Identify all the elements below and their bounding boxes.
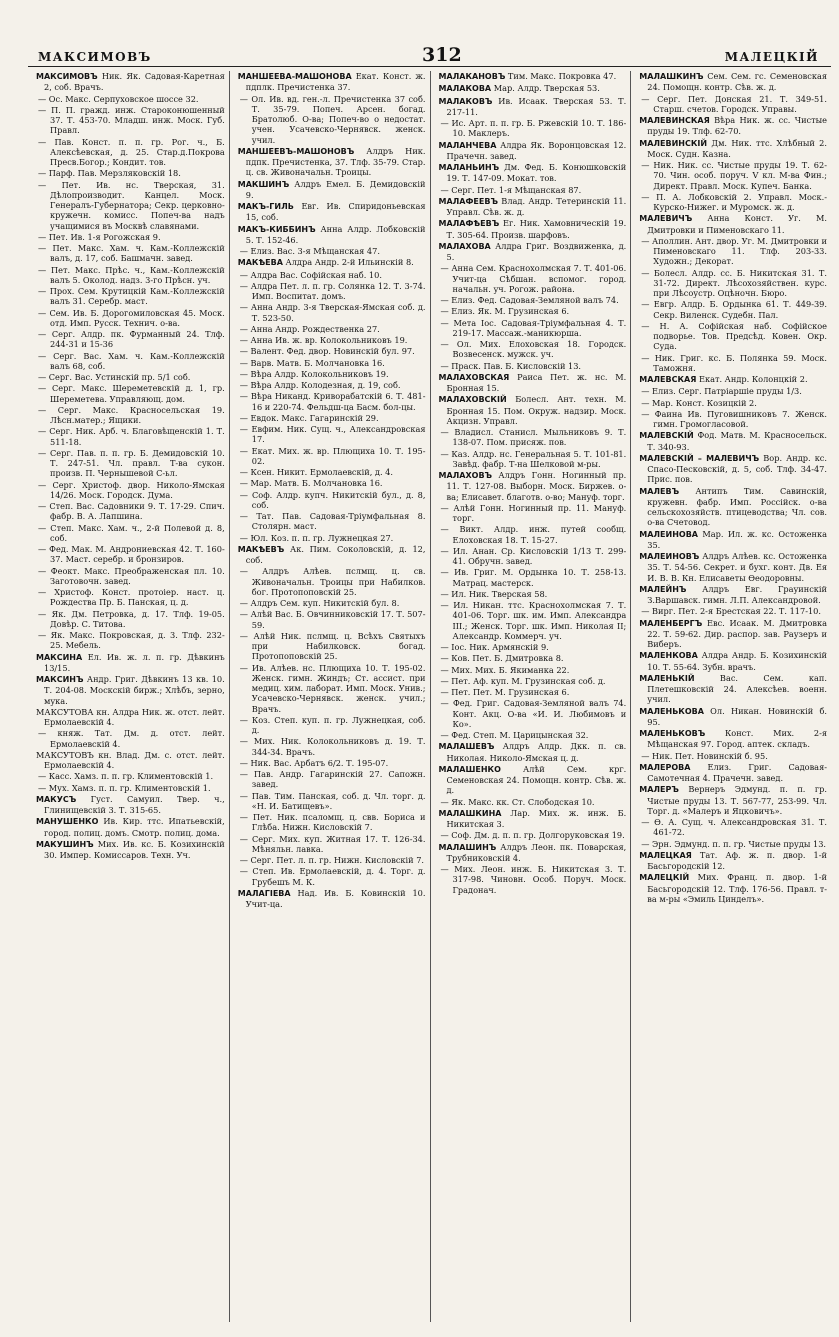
directory-entry: — Болесл. Алдр. сс. Б. Никитская 31. Т. 31-72. Директ. Лѣсохозяйствен. курс. при Лѣсоустр. Оцѣночн. Бюро.	[641, 267, 827, 298]
entry-surname: МАЛАШКИНА	[438, 808, 502, 818]
directory-entry: МАЛАГІЕВА Над. Ив. Б. Ковинскій 10. Учит-ца.	[237, 887, 426, 909]
directory-entry: — Алѣй Гонн. Ногинный пр. 11. Мануф. торг.	[440, 502, 627, 523]
page-header	[28, 0, 831, 67]
directory-entry: — Соф. Алдр. купч. Никитскій бул., д. 8, соб.	[239, 489, 426, 510]
entry-surname: МАЛЕНКОВА	[639, 651, 698, 661]
directory-entry: — Ол. Мих. Елоховская 18. Городск. Возвесенск. мужск. уч.	[440, 339, 627, 360]
entry-surname: МАЛЕНЬКОВА	[639, 706, 704, 716]
entry-surname: МАКЪ-КИББИНЪ	[237, 224, 316, 234]
directory-entry: МАЛЕВИЧЪ Анна Конст. Уг. М. Дмитровки и Пименовскаго 11.	[639, 213, 827, 235]
directory-entry: МАЛАХОВСКАЯ Раиса Пет. ж. нс. М. Бронная 15.	[438, 371, 627, 393]
directory-entry: — Пет. Макс. Хам. ч. Кам.-Коллежскій валъ, д. 17, соб. Башмачн. завед.	[38, 243, 225, 264]
directory-entry: — Анна Сем. Краснохолмская 7. Т. 401-06. Учит-ца Сѣбшан. вспомог. город. начальн. уч. Рогож. района.	[440, 263, 627, 294]
entry-surname: МАЛЕНЬКОВЪ	[639, 729, 706, 738]
directory-entry: — Ник. Ник. сс. Чистые пруды 19. Т. 62-70. Чин. особ. поруч. V кл. М-ва Фин.; Директ. Правл. Моск. Купеч. Банка.	[641, 160, 827, 191]
header-right-catchword: МАЛЕЦКІЙ	[724, 50, 819, 64]
directory-entry: МАНШЕЕВА-МАШОНОВА Екат. Конст. ж. пдплк. Пречистенка 37.	[237, 71, 426, 93]
directory-entry: — Мух. Хамз. п. п. гр. Климентовскій 1.	[38, 782, 211, 793]
entry-surname: МАЛЕВИНСКІЙ	[639, 138, 708, 148]
entry-surname: МАЛАШИНЪ	[438, 842, 497, 852]
directory-entry: — Коз. Степ. куп. п. гр. Лужнецкая, соб. д.	[239, 714, 426, 735]
directory-entry: — Елиз. Як. М. Грузинская 6.	[440, 306, 570, 317]
entry-surname: МАЛАШКИНЪ	[639, 72, 704, 81]
directory-entry: — Мета Іос. Садовая-Тріумфальная 4. Т. 219-17. Массаж.-маникюрша.	[440, 317, 627, 338]
entry-surname: МАКУСЪ	[36, 794, 77, 804]
directory-entry: — Екат. Мих. ж. вр. Плющиха 10. Т. 195-02.	[239, 445, 426, 466]
directory-entry: — Евдок. Макс. Гагаринскій 29.	[239, 412, 379, 423]
directory-entry: — Серг. Христоф. двор. Николо-Ямская 14/26. Моск. Городск. Дума.	[38, 479, 225, 500]
directory-entry: — Алѣй Вас. Б. Овчинниковскій 17. Т. 507-59.	[239, 609, 426, 630]
entry-surname: МАКѢЕВЪ	[237, 544, 285, 554]
directory-entry: — Фаина Ив. Пуговишниковъ 7. Женск. гимн. Громогласовой.	[641, 408, 827, 429]
directory-entry: — Фед. Мак. М. Андрониевская 42. Т. 160-37. Маст. серебр. и бронзиров.	[38, 544, 225, 565]
entry-surname: МАЛАХОВЪ	[438, 471, 493, 480]
entry-surname: МАЛАКОВЪ	[438, 96, 493, 106]
entry-surname: МАКУШИНЪ	[36, 839, 94, 849]
directory-entry: — Христоф. Конст. протоіер. наст. ц. Рождества Пр. Б. Панская, ц. д.	[38, 587, 225, 608]
column-2	[229, 71, 430, 1322]
directory-entry: — Ков. Пет. Б. Дмитровка 8.	[440, 653, 564, 664]
directory-entry: МАЛЕИНОВА Мар. Ил. ж. кс. Остоженка 35.	[639, 528, 827, 550]
directory-entry: МАКЪ-ГИЛЬ Евг. Ив. Спиридоньевская 15, соб.	[237, 201, 426, 223]
directory-entry: — Вѣра Алдр. Колокольниковъ 19.	[239, 368, 389, 379]
directory-entry: МАЛАХОВЪ Алдръ Гонн. Ногинный пр. 11. Т. 127-08. Выборн. Моск. Биржев. о-ва; Елисавет. благотв. о-во; Мануф. торг.	[438, 470, 627, 502]
directory-entry: — Пет. Ив. нс. Тверская, 31. Дѣлопроизводит. Канцел. Моск. Генералъ-Губернатора; Секр. церковно-кружечн. комисс. Попеч-ва надъ учащимися въ Москвѣ славянами.	[38, 179, 225, 231]
directory-entry: МАКСИНЪ Андр. Григ. Дѣвкинъ 13 кв. 10. Т. 204-08. Москскій бирж.; Хлѣбъ, зерно, мука.	[36, 674, 225, 706]
entry-surname: МАЛЕЙНЪ	[639, 584, 687, 594]
directory-entry: — Пет. Ив. 1-я Рогожская 9.	[38, 231, 161, 242]
directory-entry: МАКСИНА Ел. Ив. ж. л. п. гр. Дѣвкинъ 13/15.	[36, 651, 225, 673]
directory-entry: — Юл. Коз. п. п. гр. Лужнецкая 27.	[239, 532, 394, 543]
entry-surname: МАКСИМОВЪ	[36, 72, 98, 81]
directory-entry: МАЛАФЕЕВЪ Влад. Андр. Тетеринскій 11. Управл. Сѣв. ж. д.	[438, 195, 627, 217]
directory-entry: — Ил. Никан. ттс. Краснохолмская 7. Т. 401-06. Торг. шк. им. Имп. Александра III.; Женск. Торг. шк. Имп. Николая II; Александр. Коммерч. уч.	[440, 600, 627, 641]
directory-entry: — Фед. Степ. М. Царицынская 32.	[440, 730, 589, 740]
directory-entry: МАЛЕИНОВЪ Алдръ Алѣев. кс. Остоженка 35. Т. 54-56. Секрет. и бухг. конт. Дв. Ея И. В. В. Кн. Елисаветы Ѳеодоровны.	[639, 551, 827, 583]
directory-entry: — Прох. Сем. Крутицкій Кам.-Коллежскій валъ 31. Серебр. маст.	[38, 286, 225, 307]
entry-surname: МАЛАХОВСКІЙ	[438, 395, 507, 405]
column-3	[430, 71, 631, 1322]
directory-entry: — Ив. Григ. М. Ордынка 10. Т. 258-13. Матрац. мастерск.	[440, 567, 627, 588]
directory-entry: — Мар. Конст. Козицкій 2.	[641, 397, 757, 408]
directory-entry: — Ник. Григ. кс. Б. Полянка 59. Моск. Таможня.	[641, 352, 827, 373]
directory-entry: — Мих. Мих. Б. Якиманка 22.	[440, 664, 570, 675]
directory-entry: — Ѳ. А. Сущ. ч. Александровская 31. Т. 461-72.	[641, 817, 827, 838]
entry-surname: МАЛАФЕЕВЪ	[438, 196, 498, 206]
column-1	[28, 71, 229, 1322]
directory-entry: — Алѣй Ник. пслмщ. ц. Всѣхъ Святыхъ при Набилковск. богад. Протопоповскій 25.	[239, 630, 426, 662]
directory-entry: — Серг. Пет. Донская 21. Т. 349-51. Старш. счетов. Городск. Управы.	[641, 93, 827, 114]
directory-entry: — Анна Андр. Рождественка 27.	[239, 323, 380, 334]
directory-entry: — Вирг. Пет. 2-я Брестская 22. Т. 117-10.	[641, 606, 821, 617]
entry-surname: МАЛАХОВСКАЯ	[438, 372, 510, 382]
directory-entry: — княж. Тат. Дм. д. отст. лейт. Ермолаевскій 4.	[38, 728, 225, 749]
directory-entry: МАЛАШИНЪ Алдръ Леон. пк. Поварская, Трубниковскій 4.	[438, 841, 627, 863]
directory-entry: МАКСИМОВЪ Ник. Як. Садовая-Каретная 2, соб. Врачъ.	[36, 71, 225, 93]
directory-entry: МАЛАКОВЪ Ив. Исаак. Тверская 53. Т. 217-11.	[438, 95, 627, 117]
directory-entry: — Пет. Ник. псаломщ. ц. свв. Бориса и Глѣба. Нижн. Кисловскій 7.	[239, 812, 426, 833]
directory-entry: — Пет. Аф. куп. М. Грузинская соб. д.	[440, 675, 606, 686]
entry-surname: МАЛЕИНОВЪ	[639, 552, 700, 561]
entry-surname: МАЛЕНЬКІЙ	[639, 673, 695, 683]
entry-surname: МАКШИНЪ	[237, 179, 290, 189]
directory-entry: — Викт. Алдр. инж. путей сообщ. Елоховская 18. Т. 15-27.	[440, 524, 627, 545]
directory-entry: — Серг. Пав. п. п. гр. Б. Демидовскій 10. Т. 247-51. Чл. правл. Т-ва сукон. произв. П. Чернышевой С-ьл.	[38, 447, 225, 479]
directory-entry: — Серг. Ник. Арб. ч. Благовѣщенскій 1. Т. 511-18.	[38, 426, 225, 447]
entry-surname: МАЛЕВСКІЙ	[639, 431, 694, 441]
directory-entry: — Пет. Макс. Прѣс. ч., Кам.-Коллежскій валъ 5. Околод. надз. 3-го Прѣсн. уч.	[38, 264, 225, 285]
directory-entry: — Касс. Хамз. п. п. гр. Климентовскій 1.	[38, 771, 214, 782]
directory-entry: — Серг. Мих. куп. Житная 17. Т. 126-34. Мѣняльн. лавка.	[239, 833, 426, 854]
entry-surname: МАЛЕРОВА	[639, 762, 691, 772]
directory-entry: МАЛАНЧЕВА Алдра Як. Воронцовская 12. Прачечн. завед.	[438, 139, 627, 161]
directory-entry: — Елиз. Вас. 3-я Мѣщанская 47.	[239, 246, 380, 256]
directory-entry: — Мар. Матв. Б. Молчановка 16.	[239, 478, 383, 489]
directory-entry: — П. А. Лобковскій 2. Управл. Моск.-Курско-Нижег. и Муромск. ж. д.	[641, 191, 827, 212]
directory-entry: МАЛЕВИНСКІЙ Дм. Ник. ттс. Хлѣбный 2. Моск. Судн. Казна.	[639, 137, 827, 159]
directory-entry: — Степ. Макс. Хам. ч., 2-й Полевой д. 8, соб.	[38, 522, 225, 543]
entry-surname: МАЛЕВИНСКАЯ	[639, 116, 710, 125]
directory-entry: — Серг. Вас. Хам. ч. Кам.-Коллежскій валъ 68, соб.	[38, 350, 225, 371]
entry-surname: МАЛЕВСКАЯ	[639, 375, 697, 384]
directory-entry: МАКѢЕВЪ Ак. Пим. Соколовскій, д. 12, соб.	[237, 543, 426, 565]
directory-entry: — Пав. Конст. п. п. гр. Рог. ч., Б. Алексѣевская, д. 25. Стар.д.Покрова Пресв.Богор.; Кондит. тов.	[38, 136, 225, 167]
directory-entry: — Фед. Григ. Садовая-Земляной валъ 74. Конт. Акц. О-ва «И. И. Любимовъ и Ко».	[440, 698, 627, 729]
directory-entry: — Серг. Вас. Устинскій пр. 5/1 соб.	[38, 372, 191, 382]
directory-entry: — Пет. Пет. М. Грузинская 6.	[440, 687, 570, 697]
directory-entry: — Ил. Анан. Ср. Кисловскій 1/13 Т. 299-41. Обручн. завед.	[440, 545, 627, 566]
entry-surname: МАЛАШЕВЪ	[438, 742, 495, 752]
directory-entry: — Ол. Ив. вд. ген.-л. Пречистенка 37 соб. Т. 35-79. Попеч. Арсен. богад. Братолюб. О-ва; Попеч-во о недостат. учен. Усачевско-Чернявск. женск. учил.	[239, 93, 426, 145]
directory-entry: — П. П. гражд. инж. Староконюшенный 37. Т. 453-70. Младш. инж. Моск. Губ. Правл.	[38, 104, 225, 136]
directory-entry: — Ксен. Никит. Ермолаевскій, д. 4.	[239, 467, 393, 477]
directory-entry: — Серг. Макс. Шереметевскій д. 1, гр. Шереметева. Управляющ. дом.	[38, 383, 225, 404]
entry-surname: МАЛАКОВА	[438, 84, 492, 94]
entry-surname: МАЛЕВЪ	[639, 486, 680, 496]
entry-surname: МАЛАШЕНКО	[438, 764, 501, 774]
directory-entry: — Алдра Пет. л. п. гр. Солянка 12. Т. 3-74. Имп. Воспитат. домъ.	[239, 280, 426, 301]
directory-entry: — Іос. Ник. Армянскій 9.	[440, 642, 549, 652]
directory-entry: — Каз. Алдр. нс. Генеральная 5. Т. 101-81. Завѣд. фабр. Т-на Шелковой м-ры.	[440, 448, 627, 469]
directory-entry: — Н. А. Софійская наб. Софійское подворье. Тов. Предсѣд. Ковен. Окр. Суда.	[641, 320, 827, 352]
directory-entry: — Ил. Ник. Тверская 58.	[440, 588, 548, 599]
entry-surname: МАКЪ-ГИЛЬ	[237, 202, 294, 211]
directory-entry: — Мих. Леон. инж. Б. Никитская 3. Т. 317-98. Чиновн. Особ. Поруч. Моск. Градонач.	[440, 864, 627, 895]
directory-entry: МАЛЕНЬКІЙ Вас. Сем. кап. Плетешковскій 24. Алексѣев. военн. учил.	[639, 672, 827, 705]
entry-surname: МАКСИНА	[36, 652, 83, 662]
page-number: 312	[422, 44, 462, 66]
directory-entry: МАКУШИНЪ Мих. Ив. кс. Б. Козихинскій 30. Импер. Комиссаров. Техн. Уч.	[36, 838, 225, 860]
columns	[28, 67, 831, 1322]
directory-entry: — Пав. Андр. Гагаринскій 27. Сапожн. завед.	[239, 769, 426, 790]
directory-entry: МАЛАКАНОВЪ Тим. Макс. Покровка 47.	[438, 71, 617, 81]
entry-surname: МАНШЕЕВЪ-МАШОНОВЪ	[237, 146, 355, 156]
directory-entry: — Валент. Фед. двор. Новинскій бул. 97.	[239, 346, 415, 357]
entry-surname: МАНУШЕНКО	[36, 817, 99, 827]
directory-entry: — Сем. Ив. Б. Дорогомиловская 45. Моск. отд. Имп. Русск. Технич. о-ва.	[38, 307, 225, 328]
entry-surname: МАЛАХОВА	[438, 241, 491, 251]
directory-entry: — Як. Макс. Покровская, д. 3. Тлф. 232-25. Мебель.	[38, 630, 225, 651]
entry-surname: МАНШЕЕВА-МАШОНОВА	[237, 72, 352, 81]
entry-surname: МАЛЕЦКАЯ	[639, 850, 692, 860]
directory-entry: МАЛАФѢЕВЪ Ег. Ник. Хамовническій 19. Т. 305-64. Произв. шарфовъ.	[438, 218, 627, 240]
directory-entry: МАЛЕЦКІЙ Мих. Франц. п. двор. 1-й Басьгородскій 12. Тлф. 176-56. Правл. т-ва м-ры «Эмиль Цинделъ».	[639, 872, 827, 904]
directory-entry: МАЛАШЕВЪ Алдръ Алдр. Дкк. п. св. Николая. Николо-Ямская ц. д.	[438, 741, 627, 763]
directory-entry: — Алдра Вас. Софійская наб. 10.	[239, 269, 382, 280]
entry-surname: МАЛАКАНОВЪ	[438, 72, 506, 81]
directory-entry: — Ник. Пет. Новинскій б. 95.	[641, 750, 768, 761]
column-4	[630, 71, 831, 1322]
entry-surname: МАЛЕЦКІЙ	[639, 873, 690, 883]
directory-entry: МАЛЕВСКІЙ – МАЛЕВИЧЪ Вор. Андр. кс. Спасо-Песковскій, д. 5, соб. Тлф. 34-47. Прис. пов.	[639, 452, 827, 485]
directory-entry: МАЛЕЙНЪ Алдръ Евг. Грауинскій З.Варшавск. гимн. Л.П. Александровой.	[639, 583, 827, 605]
directory-entry: МАЛЕВЪ Антипъ Тим. Савинскій, кружевн. фабр. Имп. Россійск. о-ва сельскохозяйств. птицеводства; Чл. сов. о-ва Счетовод.	[639, 485, 827, 528]
directory-entry: МАЛАШКИНЪ Сем. Сем. гс. Семеновская 24. Помощн. контр. Сѣв. ж. д.	[639, 71, 827, 93]
directory-entry: — Вѣра Никанд. Криворабатскій 6. Т. 481-16 и 220-74. Фельдш-ца Басм. бол-цы.	[239, 391, 426, 412]
directory-entry: МАЛЕВИНСКАЯ Вѣра Ник. ж. сс. Чистые пруды 19. Тлф. 62-70.	[639, 115, 827, 137]
directory-entry: — Мих. Ник. Колокольниковъ д. 19. Т. 344-34. Врачъ.	[239, 736, 426, 757]
directory-entry: — Елиз. Серг. Патріаршіе пруды 1/3.	[641, 386, 802, 397]
directory-entry: — Як. Дм. Петровка, д. 17. Тлф. 19-05. Довѣр. С. Титова.	[38, 608, 225, 629]
directory-entry: — Ос. Макс. Серпуховское шоссе 32.	[38, 93, 199, 104]
entry-surname: МАЛАНЬИНЪ	[438, 163, 500, 172]
header-left-catchword: МАКСИМОВЪ	[38, 50, 152, 64]
entry-surname: МАЛАФѢЕВЪ	[438, 219, 500, 229]
directory-entry: МАЛАКОВА Мар. Алдр. Тверская 53.	[438, 83, 600, 94]
directory-entry: МАЛАШЕНКО Алѣй Сем. крг. Семеновская 24. Помощн. контр. Сѣв. ж. д.	[438, 763, 627, 796]
directory-entry: МАНУШЕНКО Ив. Кир. ттс. Ипатьевскій, город. полиц. домъ. Смотр. полиц. дома.	[36, 816, 225, 838]
directory-entry: МАКШИНЪ Алдръ Емел. Б. Демидовскій 9.	[237, 178, 426, 200]
directory-entry: — Аполлин. Ант. двор. Уг. М. Дмитровки и Пименовскаго 11. Тлф. 203-33. Художн.; Декорат.	[641, 235, 827, 267]
directory-entry: МАЛЕЦКАЯ Тат. Аф. ж. п. двор. 1-й Басьгородскій 12.	[639, 849, 827, 871]
directory-entry: — Евгр. Алдр. Б. Ордынка 61. Т. 449-39. Секр. Виленск. Судебн. Пал.	[641, 299, 827, 320]
directory-entry: — Серг. Алдр. пк. Фурманный 24. Тлф. 244-31 и 15-36	[38, 329, 225, 350]
directory-entry: МАЛЕВСКІЙ Фод. Матв. М. Красносельск. Т. 340-93.	[639, 430, 827, 452]
directory-entry: — Степ. Ив. Ермолаевскій, д. 4. Торг. д. Грубешъ М. К.	[239, 866, 426, 887]
directory-entry: — Пав. Тим. Панская, соб. д. Чл. торг. д. «Н. И. Батищевъ».	[239, 790, 426, 811]
directory-entry: МАЛАШКИНА Лар. Мих. ж. инж. Б. Никитская 3.	[438, 807, 627, 829]
directory-entry: — Анна Андр. 3-я Тверская-Ямская соб. д. Т. 523-50.	[239, 302, 426, 323]
directory-entry: МАКСУТОВЪ кн. Влад. Дм. с. отст. лейт. Ермолаевскій 4.	[36, 749, 225, 770]
entry-surname: МАЛЕИНОВА	[639, 529, 698, 539]
directory-entry: — Феокт. Макс. Преображенская пл. 10. Заготовочн. завед.	[38, 565, 225, 586]
directory-entry: — Парф. Пав. Мерзляковскій 18.	[38, 168, 181, 179]
directory-entry: — Праск. Пав. Б. Кисловскій 13.	[440, 360, 582, 371]
directory-entry: — Ив. Алѣев. нс. Плющиха 10. Т. 195-02. Женск. гимн. Жиндъ; Ст. ассист. при медиц. хим. лаборат. Имп. Моск. Унив.; Усачевско-Чернявск. женск. учил.; Врачъ.	[239, 662, 426, 714]
directory-entry: МАЛЕРОВА Елиз. Григ. Садовая-Самотечная 4. Прачечн. завед.	[639, 761, 827, 783]
directory-entry: — Алдръ Алѣев. пслмщ. ц. св. Живоначальн. Троицы при Набилков. бог. Протопоповскій 25.	[239, 566, 426, 597]
directory-entry: — Ис. Арт. п. п. гр. Б. Ржевскій 10. Т. 186-10. Маклеръ.	[440, 118, 627, 139]
entry-surname: МАЛАГІЕВА	[237, 888, 291, 898]
entry-surname: МАКѢЕВА	[237, 258, 283, 268]
directory-entry: МАЛЕРЪ Вернеръ Эдмунд. п. п. гр. Чистые пруды 13. Т. 567-77, 253-99. Чл. Торг. д. «Малеръ и Яцковичъ».	[639, 784, 827, 816]
directory-entry: — Як. Макс. кк. Ст. Слободская 10.	[440, 796, 595, 807]
directory-entry: — Степ. Вас. Садовники 9. Т. 17-29. Спич. фабр. В. А. Лапшина.	[38, 501, 225, 522]
directory-entry: — Варв. Матв. Б. Молчановка 16.	[239, 357, 385, 368]
directory-entry: МАЛАХОВА Алдра Григ. Воздвиженка, д. 5.	[438, 240, 627, 262]
directory-entry: — Серг. Пет. л. п. гр. Нижн. Кисловскій 7.	[239, 855, 425, 865]
entry-surname: МАЛЕНБЕРГЪ	[639, 618, 703, 628]
directory-entry: — Владисл. Станисл. Мыльниковъ 9. Т. 138-07. Пом. присяж. пов.	[440, 427, 627, 448]
entry-surname: МАЛАНЧЕВА	[438, 140, 497, 150]
directory-entry: — Серг. Макс. Красносельская 19. Лѣсн.матер.; Ящики.	[38, 404, 225, 425]
directory-entry: — Елиз. Фед. Садовая-Земляной валъ 74.	[440, 295, 619, 305]
directory-entry: МАКУСЪ Густ. Самуил. Твер. ч., Глинищевскій 3. Т. 315-65.	[36, 793, 225, 815]
directory-entry: МАКСУТОВА кн. Алдра Ник. ж. отст. лейт. Ермолаевскій 4.	[36, 706, 225, 727]
directory-entry: МАЛЕНЬКОВЪ Конст. Мих. 2-я Мѣщанская 97. Город. аптек. складъ.	[639, 728, 827, 750]
directory-entry: — Соф. Дм. д. п. п. гр. Долгоруковская 19.	[440, 830, 625, 841]
directory-entry: МАЛЕВСКАЯ Екат. Андр. Колонцкій 2.	[639, 374, 808, 384]
entry-surname: МАЛЕВИЧЪ	[639, 214, 693, 224]
directory-entry: — Вѣра Алдр. Колодезная, д. 19, соб.	[239, 380, 401, 390]
directory-entry: МАЛАХОВСКІЙ Болесл. Ант. техн. М. Бронная 15. Пом. Окруж. надзир. Моск. Акцизн. Управл.	[438, 394, 627, 426]
directory-entry: МАЛЕНБЕРГЪ Евс. Исаак. М. Дмитровка 22. Т. 59-62. Дир. распор. зав. Раузеръ и Виберъ.	[639, 617, 827, 649]
directory-entry: — Серг. Пет. 1-я Мѣщанская 87.	[440, 184, 582, 195]
directory-entry: — Евфим. Ник. Сущ. ч., Александровская 17.	[239, 424, 426, 445]
directory-entry: МАЛЕНЬКОВА Ол. Никан. Новинскій б. 95.	[639, 705, 827, 727]
directory-entry: МАЛЕНКОВА Алдра Андр. Б. Козихинскій 10. Т. 55-64. Зубн. врачъ.	[639, 650, 827, 672]
directory-entry: — Анна Ив. ж. вр. Колокольниковъ 19.	[239, 335, 408, 345]
directory-entry: МАКѢЕВА Алдра Андр. 2-й Ильинскій 8.	[237, 257, 414, 268]
directory-entry: — Алдръ Сем. куп. Никитскій бул. 8.	[239, 598, 400, 608]
directory-entry: МАЛАНЬИНЪ Дм. Фед. Б. Конюшковскій 19. Т. 147-09. Мокат. тов.	[438, 162, 627, 184]
entry-surname: МАЛЕВСКІЙ – МАЛЕВИЧЪ	[639, 453, 760, 463]
directory-entry: — Эрн. Эдмунд. п. п. гр. Чистые пруды 13.	[641, 838, 827, 849]
directory-entry: МАНШЕЕВЪ-МАШОНОВЪ Алдръ Ник. пдпк. Пречистенка, 37. Тлф. 35-79. Стар. ц. св. Живоначальн. Троицы.	[237, 145, 426, 178]
directory-entry: — Тат. Пав. Садовая-Тріумфальная 8. Столярн. маст.	[239, 511, 426, 532]
entry-surname: МАКСИНЪ	[36, 675, 84, 684]
entry-surname: МАЛЕРЪ	[639, 785, 679, 795]
directory-entry: — Ник. Вас. Арбатъ 6/2. Т. 195-07.	[239, 757, 389, 768]
directory-entry: МАКЪ-КИББИНЪ Анна Алдр. Лобковскій 5. Т. 152-46.	[237, 223, 426, 245]
